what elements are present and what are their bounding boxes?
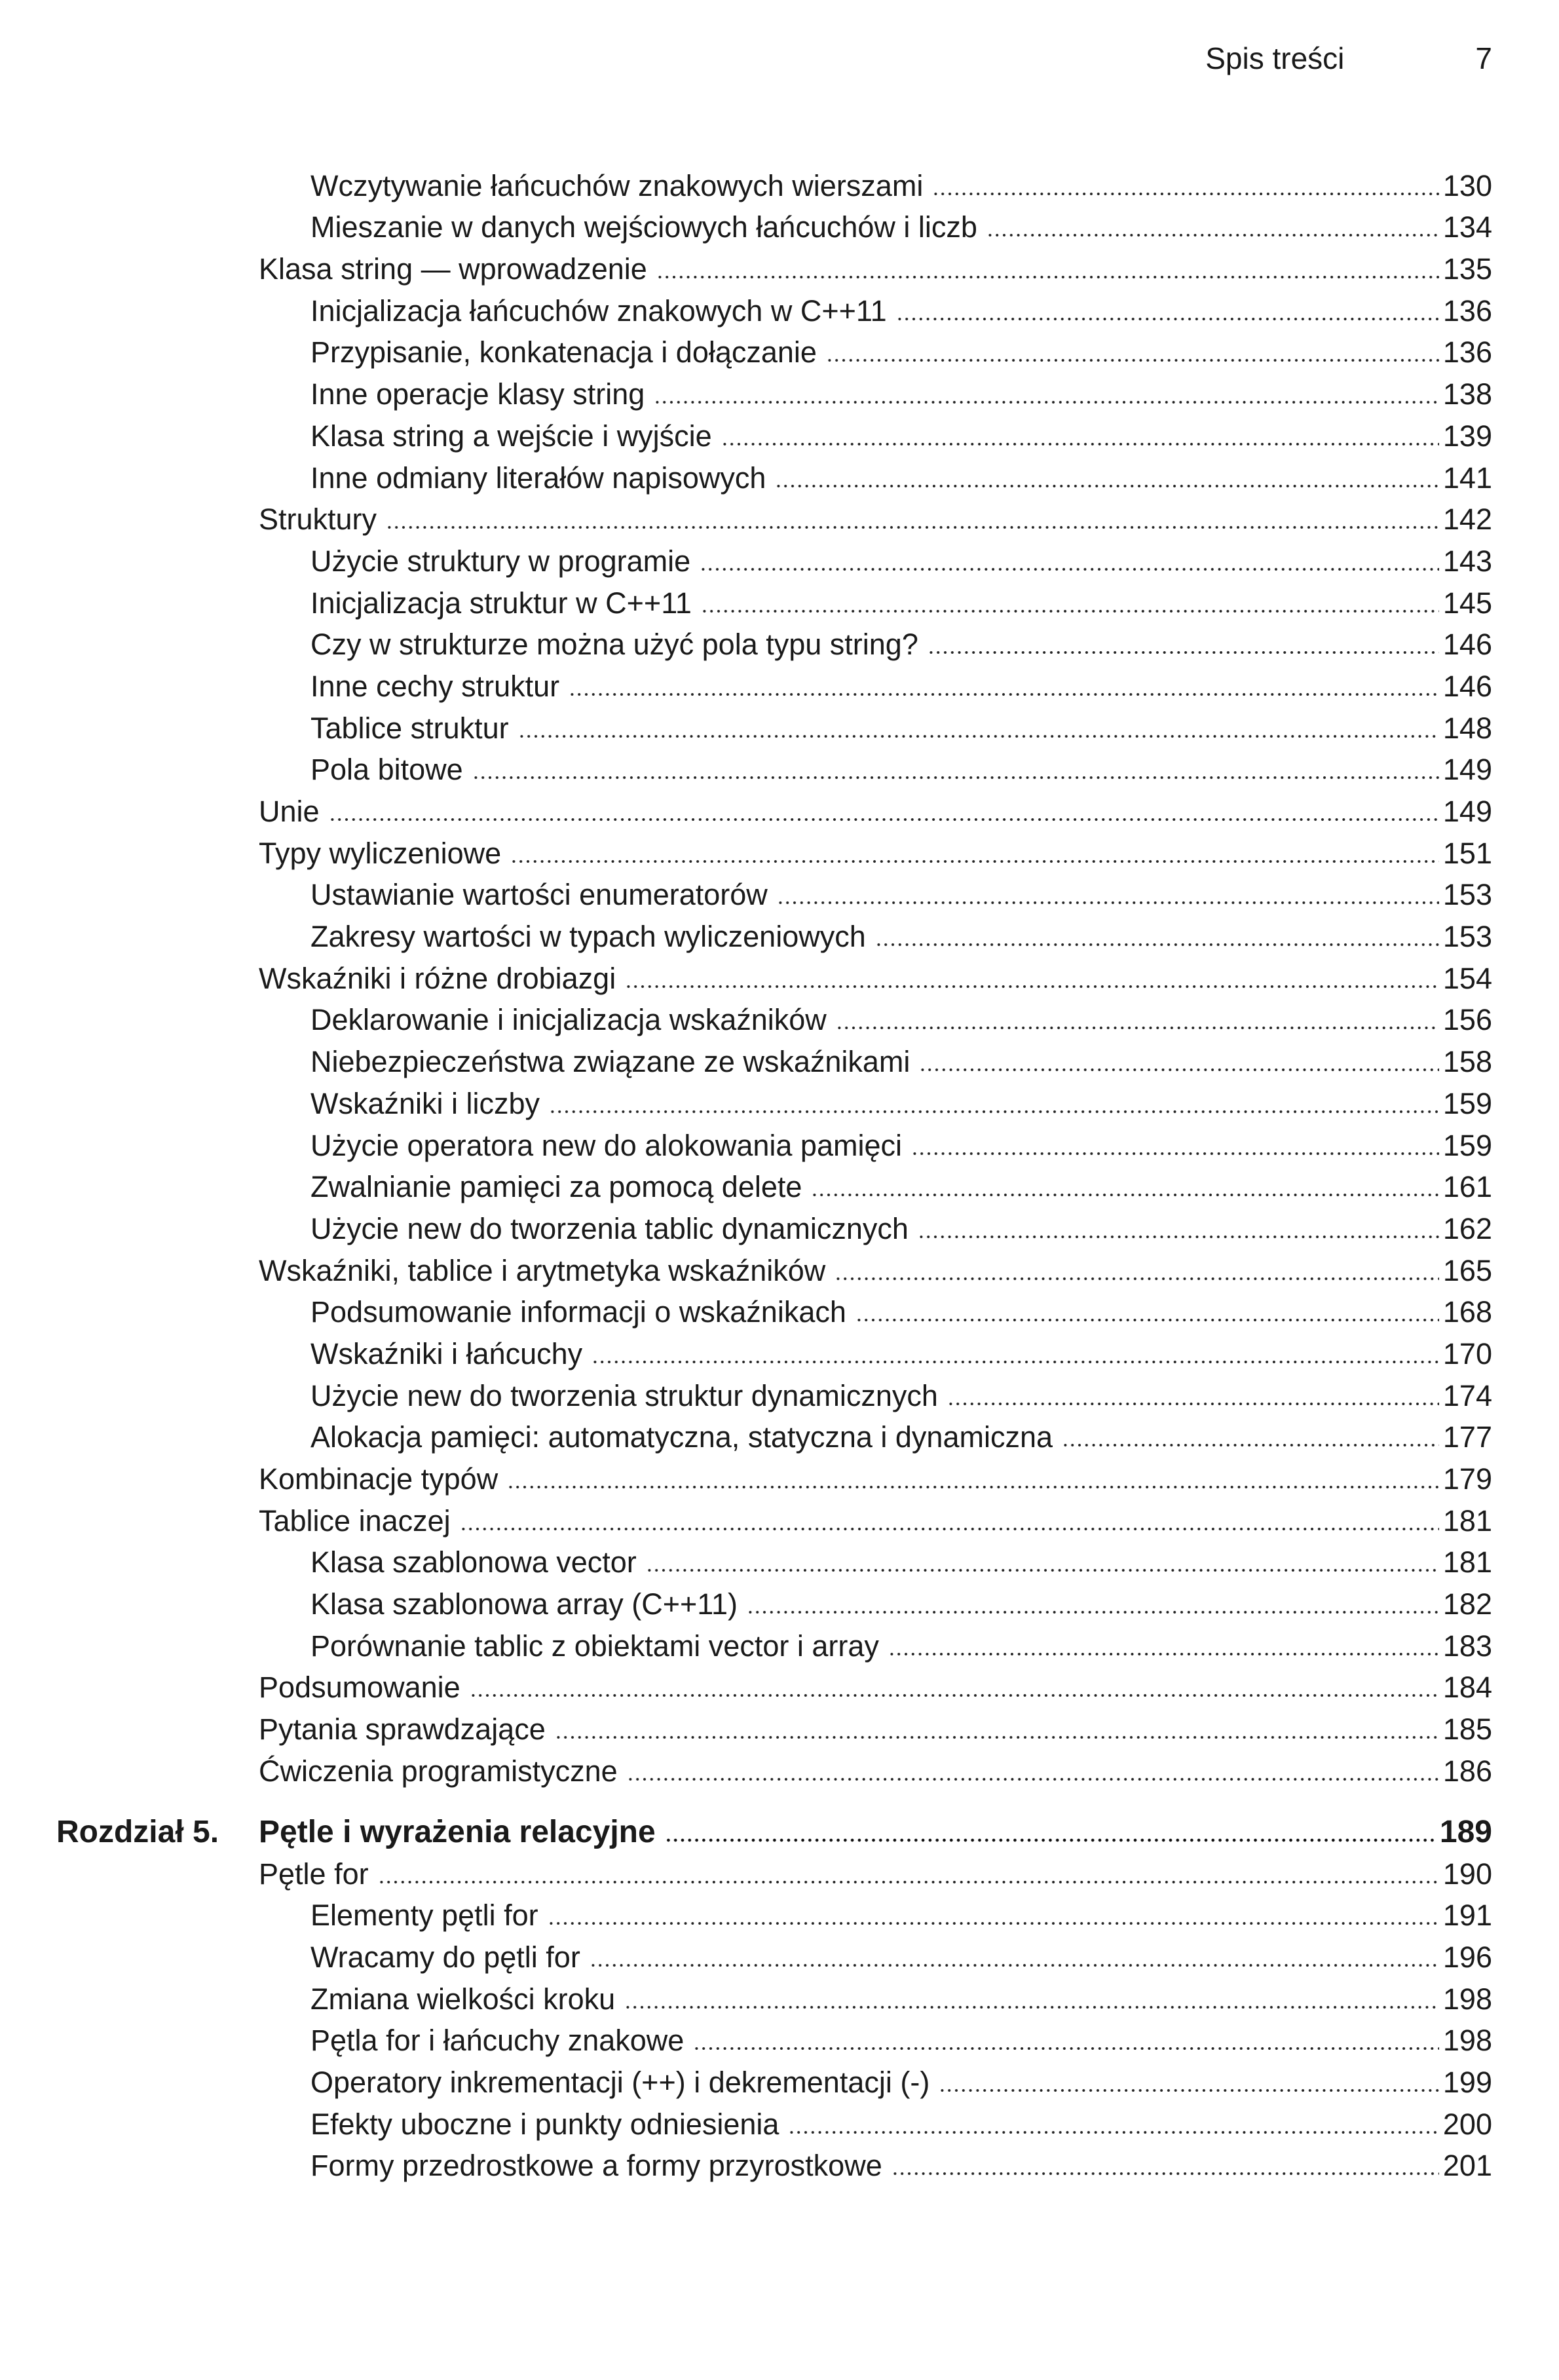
toc-entry xyxy=(0,1038,1559,1080)
dot-leader xyxy=(627,1777,1439,1782)
toc-entry xyxy=(0,1748,1559,1790)
dot-leader xyxy=(747,1610,1439,1615)
entry-title: Alokacja pamięci: automatyczna, statyczna i dynamiczna xyxy=(310,1420,1053,1454)
entry-page-number: 181 xyxy=(1442,1545,1492,1579)
page-number: 7 xyxy=(1475,41,1492,75)
entry-title: Podsumowanie informacji o wskaźnikach xyxy=(310,1295,846,1329)
toc-entry xyxy=(0,1665,1559,1707)
dot-leader xyxy=(625,984,1439,989)
toc-entry xyxy=(0,413,1559,455)
entry-title: Klasa szablonowa array (C++11) xyxy=(310,1587,738,1621)
dot-leader xyxy=(939,2088,1439,2093)
entry-page-number: 181 xyxy=(1442,1503,1492,1538)
entry-page-number: 200 xyxy=(1442,2107,1492,2141)
entry-page-number: 201 xyxy=(1442,2149,1492,2183)
entry-title: Użycie new do tworzenia tablic dynamicznych xyxy=(310,1211,909,1245)
entry-title: Pętle i wyrażenia relacyjne xyxy=(259,1814,656,1849)
toc-entry xyxy=(0,872,1559,914)
entry-page-number: 186 xyxy=(1442,1754,1492,1788)
dot-leader xyxy=(811,1192,1438,1198)
entry-page-number: 143 xyxy=(1442,544,1492,578)
dot-leader xyxy=(875,942,1439,947)
toc-entry xyxy=(0,1539,1559,1581)
entry-title: Klasa string — wprowadzenie xyxy=(259,252,647,286)
entry-title: Czy w strukturze można użyć pola typu string? xyxy=(310,628,918,662)
chapter-label: Rozdział 5. xyxy=(56,1814,219,1849)
toc-entry xyxy=(0,580,1559,622)
entry-page-number: 141 xyxy=(1442,461,1492,495)
entry-title: Struktury xyxy=(259,502,377,537)
entry-title: Inne odmiany literałów napisowych xyxy=(310,461,766,495)
toc-entry xyxy=(0,1164,1559,1206)
dot-leader xyxy=(892,2171,1439,2176)
toc-entry xyxy=(0,788,1559,830)
dot-leader xyxy=(855,1317,1439,1323)
entry-title: Pętla for i łańcuchy znakowe xyxy=(310,2024,685,2058)
toc-entry xyxy=(0,705,1559,747)
entry-title: Ustawianie wartości enumeratorów xyxy=(310,878,768,912)
entry-title: Pytania sprawdzające xyxy=(259,1712,546,1747)
toc-entry xyxy=(0,2101,1559,2143)
dot-leader xyxy=(775,483,1439,489)
entry-title: Inne operacje klasy string xyxy=(310,377,645,411)
entry-title: Użycie struktury w programie xyxy=(310,544,691,578)
dot-leader xyxy=(700,567,1439,572)
toc-entry xyxy=(0,162,1559,204)
toc-entry xyxy=(0,1581,1559,1623)
dot-leader xyxy=(836,1025,1439,1030)
dot-leader xyxy=(472,775,1439,780)
entry-title: Wskaźniki i różne drobiazgi xyxy=(259,961,616,995)
entry-title: Wczytywanie łańcuchów znakowych wierszami xyxy=(310,168,924,202)
toc-entry xyxy=(0,1247,1559,1289)
dot-leader xyxy=(646,1568,1439,1573)
entry-title: Inicjalizacja łańcuchów znakowych w C++11 xyxy=(310,293,887,328)
toc-entry xyxy=(0,1289,1559,1331)
toc-entry xyxy=(0,246,1559,288)
toc-entry xyxy=(0,1498,1559,1539)
entry-title: Zakresy wartości w typach wyliczeniowych xyxy=(310,920,866,954)
entry-page-number: 183 xyxy=(1442,1629,1492,1663)
toc-entry xyxy=(0,288,1559,330)
entry-page-number: 153 xyxy=(1442,920,1492,954)
dot-leader xyxy=(378,1879,1439,1885)
entry-page-number: 170 xyxy=(1442,1336,1492,1370)
entry-page-number: 142 xyxy=(1442,502,1492,537)
dot-leader xyxy=(918,1234,1439,1239)
entry-title: Wskaźniki i liczby xyxy=(310,1086,540,1120)
toc-entry xyxy=(0,455,1559,497)
entry-page-number: 149 xyxy=(1442,753,1492,787)
entry-page-number: 158 xyxy=(1442,1045,1492,1079)
dot-leader xyxy=(1062,1443,1439,1448)
table-of-contents xyxy=(0,162,1559,2184)
entry-page-number: 159 xyxy=(1442,1086,1492,1120)
entry-title: Unie xyxy=(259,795,320,828)
running-header xyxy=(1205,41,1492,76)
toc-entry xyxy=(0,747,1559,789)
entry-page-number: 153 xyxy=(1442,878,1492,912)
entry-page-number: 146 xyxy=(1442,669,1492,703)
toc-entry xyxy=(0,1623,1559,1665)
entry-title: Zwalnianie pamięci za pomocą delete xyxy=(310,1170,802,1204)
entry-title: Typy wyliczeniowe xyxy=(259,836,502,870)
toc-entry xyxy=(0,2143,1559,2185)
dot-leader xyxy=(777,900,1439,905)
toc-entry xyxy=(0,371,1559,413)
entry-page-number: 156 xyxy=(1442,1003,1492,1037)
toc-entry xyxy=(0,1331,1559,1372)
toc-entry xyxy=(0,913,1559,955)
entry-page-number: 162 xyxy=(1442,1211,1492,1245)
entry-page-number: 135 xyxy=(1442,252,1492,286)
running-header-title: Spis treści xyxy=(1205,41,1345,75)
entry-title: Efekty uboczne i punkty odniesienia xyxy=(310,2107,780,2141)
toc-entry xyxy=(0,538,1559,580)
entry-title: Podsumowanie xyxy=(259,1671,460,1705)
entry-title: Użycie new do tworzenia struktur dynamicznych xyxy=(310,1378,938,1412)
dot-leader xyxy=(721,442,1439,447)
dot-leader xyxy=(548,1921,1439,1926)
entry-page-number: 136 xyxy=(1442,293,1492,328)
toc-entry xyxy=(0,2059,1559,2101)
dot-leader xyxy=(460,1526,1439,1532)
entry-title: Niebezpieczeństwa związane ze wskaźnikami xyxy=(310,1045,911,1079)
entry-title: Przypisanie, konkatenacja i dołączanie xyxy=(310,335,817,369)
toc-entry xyxy=(0,1372,1559,1414)
toc-entry xyxy=(0,1934,1559,1976)
entry-title: Klasa string a wejście i wyjście xyxy=(310,419,712,453)
entry-page-number: 179 xyxy=(1442,1462,1492,1496)
entry-title: Ćwiczenia programistyczne xyxy=(259,1754,618,1788)
dot-leader xyxy=(928,650,1439,655)
entry-page-number: 196 xyxy=(1442,1940,1492,1974)
entry-title: Elementy pętli for xyxy=(310,1898,538,1933)
toc-entry xyxy=(0,663,1559,705)
toc-entry xyxy=(0,830,1559,872)
entry-page-number: 185 xyxy=(1442,1712,1492,1747)
entry-page-number: 191 xyxy=(1442,1898,1492,1933)
entry-page-number: 161 xyxy=(1442,1170,1492,1204)
entry-title: Klasa szablonowa vector xyxy=(310,1545,637,1579)
dot-leader xyxy=(888,1652,1439,1657)
toc-entry xyxy=(0,1122,1559,1164)
entry-title: Inicjalizacja struktur w C++11 xyxy=(310,586,692,620)
dot-leader xyxy=(788,2130,1438,2135)
entry-title: Wskaźniki, tablice i arytmetyka wskaźników xyxy=(259,1253,826,1287)
toc-entry xyxy=(0,330,1559,371)
entry-page-number: 146 xyxy=(1442,628,1492,662)
toc-entry xyxy=(0,1456,1559,1498)
entry-page-number: 174 xyxy=(1442,1378,1492,1412)
dot-leader xyxy=(932,191,1439,197)
dot-leader xyxy=(911,1151,1439,1156)
entry-title: Wracamy do pętli for xyxy=(310,1940,580,1974)
dot-leader xyxy=(518,734,1439,739)
entry-title: Użycie operatora new do alokowania pamięci xyxy=(310,1128,902,1162)
entry-page-number: 154 xyxy=(1442,961,1492,995)
dot-leader xyxy=(656,274,1439,280)
entry-page-number: 138 xyxy=(1442,377,1492,411)
entry-title: Wskaźniki i łańcuchy xyxy=(310,1336,583,1370)
dot-leader xyxy=(826,358,1439,363)
dot-leader xyxy=(507,1484,1439,1490)
dot-leader xyxy=(590,1963,1439,1968)
dot-leader xyxy=(835,1276,1439,1281)
dot-leader xyxy=(986,233,1439,238)
dot-leader xyxy=(919,1067,1439,1072)
dot-leader xyxy=(693,2046,1439,2051)
dot-leader xyxy=(555,1735,1439,1740)
entry-title: Mieszanie w danych wejściowych łańcuchów i liczb xyxy=(310,210,977,244)
entry-page-number: 151 xyxy=(1442,836,1492,870)
entry-title: Deklarowanie i inicjalizacja wskaźników xyxy=(310,1003,827,1037)
entry-page-number: 136 xyxy=(1442,335,1492,369)
dot-leader xyxy=(549,1109,1439,1114)
toc-entry xyxy=(0,955,1559,997)
dot-leader xyxy=(896,316,1439,322)
entry-page-number: 130 xyxy=(1442,168,1492,202)
entry-page-number: 182 xyxy=(1442,1587,1492,1621)
entry-page-number: 199 xyxy=(1442,2065,1492,2099)
dot-leader xyxy=(592,1359,1439,1365)
toc-chapter-entry xyxy=(0,1809,1559,1851)
entry-page-number: 165 xyxy=(1442,1253,1492,1287)
entry-page-number: 189 xyxy=(1439,1814,1492,1849)
entry-title: Zmiana wielkości kroku xyxy=(310,1982,616,2016)
dot-leader xyxy=(470,1693,1439,1698)
dot-leader xyxy=(624,2005,1439,2010)
toc-entry xyxy=(0,204,1559,246)
dot-leader xyxy=(654,400,1439,405)
entry-page-number: 198 xyxy=(1442,1982,1492,2016)
toc-entry xyxy=(0,1706,1559,1748)
entry-page-number: 148 xyxy=(1442,711,1492,745)
toc-entry xyxy=(0,1893,1559,1935)
entry-title: Kombinacje typów xyxy=(259,1462,498,1496)
toc-entry xyxy=(0,1080,1559,1122)
dot-leader xyxy=(510,859,1439,864)
toc-entry xyxy=(0,497,1559,538)
entry-title: Inne cechy struktur xyxy=(310,669,560,703)
dot-leader xyxy=(329,817,1439,822)
toc-entry xyxy=(0,1205,1559,1247)
entry-page-number: 177 xyxy=(1442,1420,1492,1454)
entry-title: Porównanie tablic z obiektami vector i array xyxy=(310,1629,879,1663)
entry-page-number: 139 xyxy=(1442,419,1492,453)
entry-page-number: 145 xyxy=(1442,586,1492,620)
dot-leader xyxy=(701,609,1439,614)
entry-page-number: 184 xyxy=(1442,1671,1492,1705)
entry-page-number: 134 xyxy=(1442,210,1492,244)
toc-entry xyxy=(0,1414,1559,1456)
entry-title: Tablice inaczej xyxy=(259,1503,451,1538)
entry-title: Pola bitowe xyxy=(310,753,463,787)
entry-page-number: 190 xyxy=(1442,1857,1492,1891)
entry-title: Formy przedrostkowe a formy przyrostkowe xyxy=(310,2149,882,2183)
entry-page-number: 168 xyxy=(1442,1295,1492,1329)
entry-page-number: 159 xyxy=(1442,1128,1492,1162)
entry-title: Operatory inkrementacji (++) i dekrementacji (-) xyxy=(310,2065,930,2099)
dot-leader xyxy=(947,1401,1439,1407)
dot-leader xyxy=(569,692,1439,697)
toc-entry xyxy=(0,1851,1559,1893)
dot-leader xyxy=(386,525,1439,530)
entry-title: Pętle for xyxy=(259,1857,369,1891)
toc-entry xyxy=(0,997,1559,1039)
toc-entry xyxy=(0,622,1559,664)
toc-entry xyxy=(0,1976,1559,2018)
dot-leader xyxy=(665,1838,1436,1843)
entry-page-number: 149 xyxy=(1442,795,1492,828)
entry-page-number: 198 xyxy=(1442,2024,1492,2058)
entry-title: Tablice struktur xyxy=(310,711,509,745)
toc-entry xyxy=(0,2018,1559,2060)
